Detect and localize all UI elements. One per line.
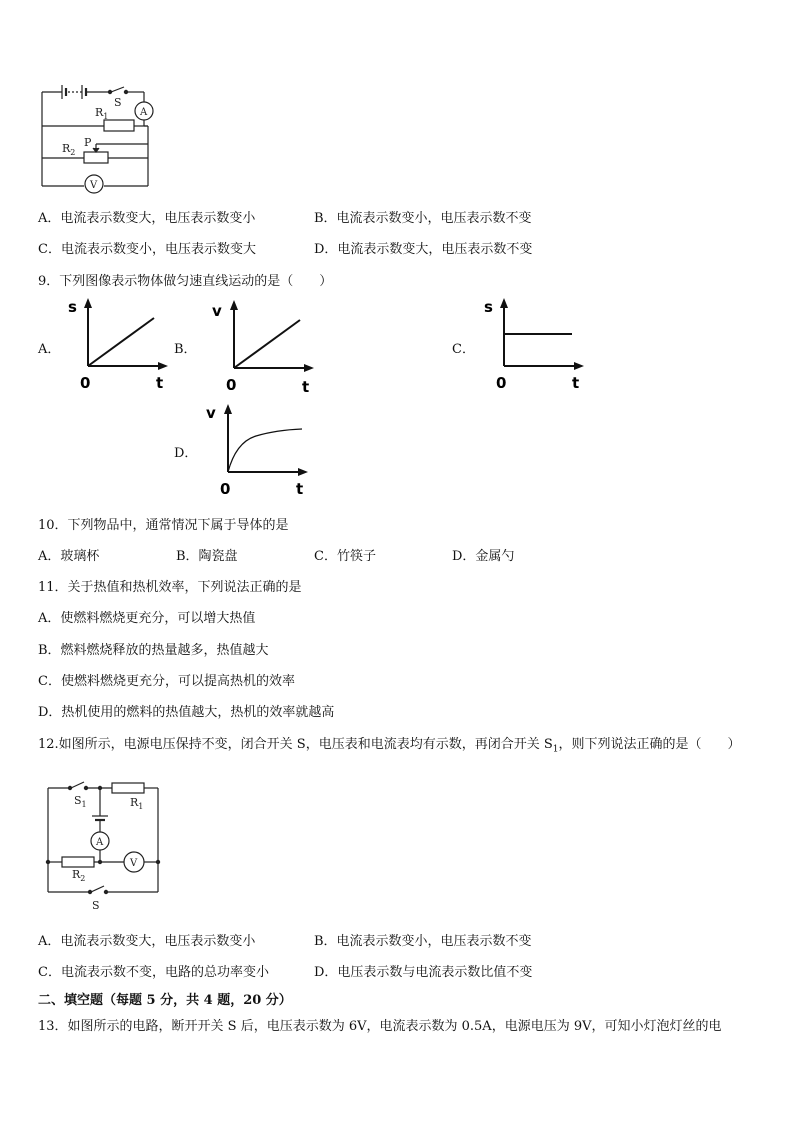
q12-option-d[interactable]: D．电压表示数与电流表示数比值不变 <box>314 965 533 980</box>
q9-graph-d-ylabel: v <box>206 404 216 422</box>
q9-graph-b-origin: 0 <box>226 376 237 394</box>
q11-option-c[interactable]: C．使燃料燃烧更充分，可以提高热机的效率 <box>38 674 295 689</box>
q8-voltmeter-label: V <box>90 180 98 191</box>
q12-ammeter-label: A <box>96 837 104 848</box>
q10-option-d[interactable]: D．金属勺 <box>452 549 515 564</box>
q9-graph-b-ylabel: v <box>212 302 222 320</box>
q9-graph-c-origin: 0 <box>496 374 507 392</box>
q9-option-a-letter[interactable]: A． <box>38 342 61 357</box>
q9-graph-c <box>482 296 592 396</box>
q9-question: 9．下列图像表示物体做匀速直线运动的是（ ） <box>38 274 333 289</box>
q9-option-c-letter[interactable]: C． <box>452 342 475 357</box>
q12-question: 12.如图所示，电源电压保持不变，闭合开关 S，电压表和电流表均有示数，再闭合开关 $S_1$，则下列说法正确的是（ ） <box>38 737 741 755</box>
q13-question: 13．如图所示的电路，断开开关 S 后，电压表示数为 6V，电流表示数为 0.5A，电源电压为 9V，可知小灯泡灯丝的电 <box>38 1019 722 1034</box>
q11-option-a[interactable]: A．使燃料燃烧更充分，可以增大热值 <box>38 611 256 626</box>
q10-option-c[interactable]: C．竹筷子 <box>314 549 376 564</box>
q9-graph-d <box>206 402 316 502</box>
q10-option-a[interactable]: A．玻璃杯 <box>38 549 100 564</box>
q9-graph-a-xlabel: t <box>156 374 164 392</box>
q8-r2-label: $R_2$ <box>62 142 76 157</box>
q9-graph-c-xlabel: t <box>572 374 580 392</box>
q12-option-a[interactable]: A．电流表示数变大，电压表示数变小 <box>38 934 256 949</box>
q8-option-c[interactable]: C．电流表示数变小，电压表示数变大 <box>38 242 256 257</box>
q10-option-b[interactable]: B．陶瓷盘 <box>176 549 238 564</box>
q9-option-b-letter[interactable]: B． <box>174 342 197 357</box>
q8-option-b[interactable]: B．电流表示数变小，电压表示数不变 <box>314 211 532 226</box>
q8-r1-label: $R_1$ <box>95 106 109 121</box>
q8-ammeter-label: A <box>140 107 148 118</box>
q8-slider-label: P <box>84 136 92 149</box>
q9-option-d-letter[interactable]: D． <box>174 446 198 461</box>
q8-switch-label: S <box>114 96 122 109</box>
q12-circuit-diagram <box>44 778 168 914</box>
q9-graph-a-origin: 0 <box>80 374 91 392</box>
q9-graph-b <box>212 298 322 398</box>
q9-graph-a-ylabel: s <box>68 298 77 316</box>
q12-voltmeter-label: V <box>130 858 138 869</box>
q11-question: 11．关于热值和热机效率，下列说法正确的是 <box>38 580 302 595</box>
q12-r1-label: $R_1$ <box>130 796 144 811</box>
q12-s1-label: $S_1$ <box>74 794 87 809</box>
q8-circuit-diagram <box>38 78 158 190</box>
q9-graph-b-xlabel: t <box>302 378 310 396</box>
q10-question: 10．下列物品中，通常情况下属于导体的是 <box>38 518 289 533</box>
q8-option-d[interactable]: D．电流表示数变大，电压表示数不变 <box>314 242 533 257</box>
q12-r2-label: $R_2$ <box>72 868 86 883</box>
section-2-title: 二、填空题（每题 5 分，共 4 题，20 分） <box>38 993 292 1008</box>
q9-graph-d-origin: 0 <box>220 480 231 498</box>
q12-option-c[interactable]: C．电流表示数不变，电路的总功率变小 <box>38 965 269 980</box>
q9-graph-a <box>66 296 176 396</box>
q9-graph-c-ylabel: s <box>484 298 493 316</box>
q11-option-b[interactable]: B．燃料燃烧释放的热量越多，热值越大 <box>38 643 269 658</box>
q11-option-d[interactable]: D．热机使用的燃料的热值越大，热机的效率就越高 <box>38 705 335 720</box>
q9-graph-d-xlabel: t <box>296 480 304 498</box>
q8-option-a[interactable]: A．电流表示数变大，电压表示数变小 <box>38 211 256 226</box>
q12-option-b[interactable]: B．电流表示数变小，电压表示数不变 <box>314 934 532 949</box>
q12-switch-s-label: S <box>92 899 100 912</box>
